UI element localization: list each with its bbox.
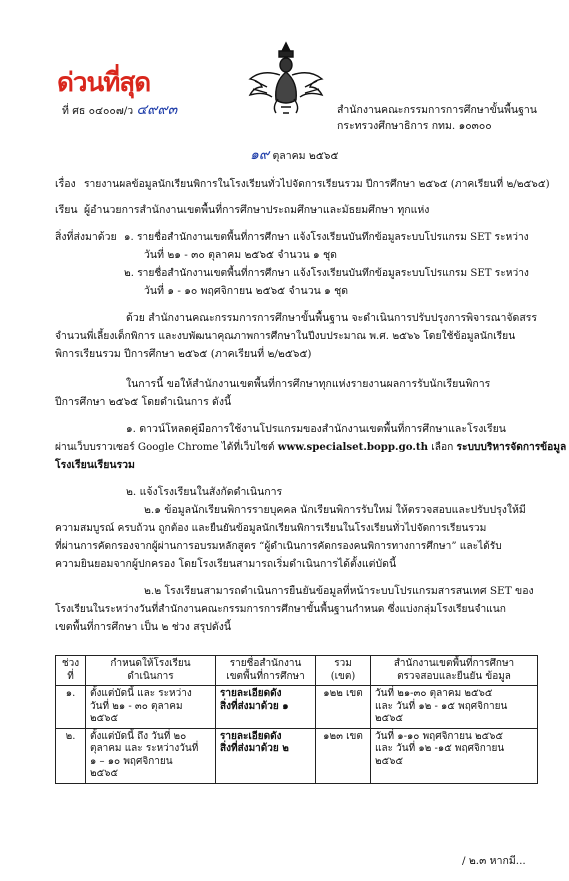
urgent-stamp: ด่วนที่สุด [57, 68, 151, 98]
date-month-year: ตุลาคม ๒๕๖๕ [272, 150, 339, 162]
office-line-1: สำนักงานคณะกรรมการการศึกษาขั้นพื้นฐาน [337, 104, 537, 116]
step1-select-text: เลือก [431, 442, 454, 453]
para2-line-1: ในการนี้ ขอให้สำนักงานเขตพื้นที่การศึกษาทุกแห่งรายงานผลการรับนักเรียนพิการ [126, 378, 491, 390]
header-list-line-2: เขตพื้นที่การศึกษา [226, 670, 305, 682]
row-schedule [86, 728, 216, 783]
step2-1-line-2: ความสมบูรณ์ ครบถ้วน ถูกต้อง และยืนยันข้อมูลนักเรียนพิการเรียนในโรงเรียนทั่วไปจัดการเรียนรวม [55, 523, 487, 534]
row-verify-line: และ วันที่ ๑๒ - ๑๕ พฤศจิกายน [375, 700, 508, 712]
row-schedule-line: ตุลาคม และ ระหว่างวันที่ [90, 743, 199, 754]
subject-label: เรื่อง [55, 178, 76, 190]
row-number: ๑. [56, 686, 86, 729]
office-line-2: กระทรวงศึกษาธิการ กทม. ๑๐๓๐๐ [337, 120, 492, 132]
para2-line-2: ปีการศึกษา ๒๕๖๕ โดยดำเนินการ ดังนี้ [55, 396, 232, 408]
step2-1-line-4: ความยินยอมจากผู้ปกครอง โดยโรงเรียนสามารถเริ่มดำเนินการได้ตั้งแต่บัดนี้ [55, 558, 397, 570]
row-verify [371, 728, 538, 783]
date-day-handwritten: ๑๙ [250, 147, 270, 163]
row-total: ๑๒๒ เขต [316, 686, 371, 729]
row-verify-line: วันที่ ๒๑-๓๐ ตุลาคม ๒๕๖๕ [375, 688, 493, 699]
step2-2-line-1: ๒.๒ โรงเรียนสามารถดำเนินการยืนยันข้อมูลที่หน้าระบบโปรแกรมสารสนเทศ SET ของ [144, 585, 534, 597]
row-schedule-line: ๒๕๖๕ [90, 768, 119, 779]
row-schedule [86, 686, 216, 729]
enclosure-1-line-2: วันที่ ๒๑ - ๓๐ ตุลาคม ๒๕๖๕ จำนวน ๑ ชุด [144, 249, 337, 261]
row-schedule-line: ตั้งแต่บัดนี้ ถึง วันที่ ๒๐ [90, 730, 187, 742]
header-total-line-2: (เขต) [330, 670, 356, 682]
row-list-line: สิ่งที่ส่งมาด้วย ๒ [220, 743, 289, 754]
row-number: ๒. [56, 728, 86, 783]
row-verify [371, 686, 538, 729]
row-verify-line: ๒๕๖๕ [375, 713, 404, 724]
step2-1-line-3: ที่ผ่านการคัดกรองจากผู้ผ่านการอบรมหลักสูตร “ผู้ดำเนินการคัดกรองคนพิการทางการศึกษา” และได้รับ [55, 541, 502, 552]
row-verify-line: ๒๕๖๕ [375, 755, 404, 767]
step1-menu-name-a: ระบบบริหารจัดการข้อมูล [456, 441, 567, 453]
header-verify-line-1: สำนักงานเขตพื้นที่การศึกษา [393, 658, 515, 669]
reference-number [62, 104, 177, 118]
garuda-emblem-icon [245, 35, 327, 117]
header-verify [371, 656, 538, 686]
header-schedule [86, 656, 216, 686]
reference-prefix: ที่ ศธ ๐๔๐๐๗/ว [62, 105, 134, 117]
header-schedule-line-2: ดำเนินการ [127, 670, 174, 682]
row-schedule-line: ๒๕๖๕ [90, 713, 119, 724]
table-row [56, 686, 538, 729]
continuation-footer: / ๒.๓ หากมี... [462, 855, 526, 867]
row-list-line: สิ่งที่ส่งมาด้วย ๑ [220, 700, 289, 712]
step1-line-1: ๑. ดาวน์โหลดคู่มือการใช้งานโปรแกรมของสำนักงานเขตพื้นที่การศึกษาและโรงเรียน [126, 423, 506, 435]
header-verify-line-2: ตรวจสอบและยืนยัน ข้อมูล [397, 670, 511, 682]
to-text: ผู้อำนวยการสำนักงานเขตพื้นที่การศึกษาประถมศึกษาและมัธยมศึกษา ทุกแห่ง [84, 204, 430, 216]
step2-title: ๒. แจ้งโรงเรียนในสังกัดดำเนินการ [126, 486, 283, 498]
header-list-line-1: รายชื่อสำนักงาน [229, 658, 302, 669]
row-list-line: รายละเอียดดัง [220, 730, 282, 742]
para1-line-3: พิการเรียนรวม ปีการศึกษา ๒๕๖๕ (ภาคเรียนที่ ๒/๒๕๖๕) [55, 348, 312, 360]
step2-2-line-2: โรงเรียนในระหว่างวันที่สำนักงานคณะกรรมการการศึกษาขั้นพื้นฐานกำหนด ซึ่งแบ่งกลุ่มโรงเรียนจำแนก [55, 604, 506, 615]
row-schedule-line: ตั้งแต่บัดนี้ และ ระหว่าง [90, 688, 192, 699]
para1-line-2: จำนวนพี่เลี้ยงเด็กพิการ และงบพัฒนาคุณภาพการศึกษาในปีงบประมาณ พ.ศ. ๒๕๖๖ โดยใช้ข้อมูลนักเรียน [55, 330, 516, 342]
table-row [56, 728, 538, 783]
row-verify-line: วันที่ ๑-๑๐ พฤศจิกายน ๒๕๖๕ [375, 730, 504, 742]
subject-text: รายงานผลข้อมูลนักเรียนพิการในโรงเรียนทั่วไปจัดการเรียนรวม ปีการศึกษา ๒๕๖๕ (ภาคเรียนที่ ๒/๒๕๖๕) [84, 178, 550, 190]
enclosures-label: สิ่งที่ส่งมาด้วย [55, 231, 117, 243]
row-schedule-line: วันที่ ๒๑ - ๓๐ ตุลาคม [90, 700, 183, 712]
header-period [56, 656, 86, 686]
header-period-line-2: ที่ [67, 670, 74, 682]
enclosure-1-line-1: ๑. รายชื่อสำนักงานเขตพื้นที่การศึกษา แจ้งโรงเรียนบันทึกข้อมูลระบบโปรแกรม SET ระหว่าง [124, 232, 529, 243]
enclosure-2-line-2: วันที่ ๑ - ๑๐ พฤศจิกายน ๒๕๖๕ จำนวน ๑ ชุด [144, 285, 349, 297]
step2-2-line-3: เขตพื้นที่การศึกษา เป็น ๒ ช่วง สรุปดังนี้ [55, 621, 232, 633]
reference-handwritten-number: ๔๙๙๓ [136, 102, 178, 118]
distribution-table [55, 655, 538, 784]
header-list [216, 656, 316, 686]
enclosure-2-line-1: ๒. รายชื่อสำนักงานเขตพื้นที่การศึกษา แจ้งโรงเรียนบันทึกข้อมูลระบบโปรแกรม SET ระหว่าง [124, 268, 529, 279]
table-header-row [56, 656, 538, 686]
para1-line-1: ด้วย สำนักงานคณะกรรมการการศึกษาขั้นพื้นฐาน จะดำเนินการปรับปรุงการพิจารณาจัดสรร [126, 312, 538, 324]
row-total: ๑๒๓ เขต [316, 728, 371, 783]
header-total-line-1: รวม [334, 658, 352, 669]
step1-browser-text: ผ่านเว็บบราวเซอร์ Google Chrome ได้ที่เว็บไซต์ [55, 442, 275, 453]
header-total [316, 656, 371, 686]
header-period-line-1: ช่วง [61, 658, 80, 669]
step1-line-2 [55, 441, 566, 454]
row-verify-line: และ วันที่ ๑๒ -๑๕ พฤศจิกายน [375, 743, 505, 754]
header-schedule-line-1: กำหนดให้โรงเรียน [110, 658, 191, 669]
step2-1-line-1: ๒.๑ ข้อมูลนักเรียนพิการรายบุคคล นักเรียนพิการรับใหม่ ให้ตรวจสอบและปรับปรุงให้มี [144, 504, 526, 516]
row-list [216, 686, 316, 729]
to-label: เรียน [55, 204, 78, 216]
row-list-line: รายละเอียดดัง [220, 688, 282, 699]
row-schedule-line: ๑ – ๑๐ พฤศจิกายน [90, 755, 173, 767]
row-list [216, 728, 316, 783]
document-date [250, 149, 338, 163]
step1-url-link[interactable]: www.specialset.bopp.go.th [277, 441, 428, 453]
step1-menu-name-b: โรงเรียนเรียนรวม [55, 459, 135, 471]
